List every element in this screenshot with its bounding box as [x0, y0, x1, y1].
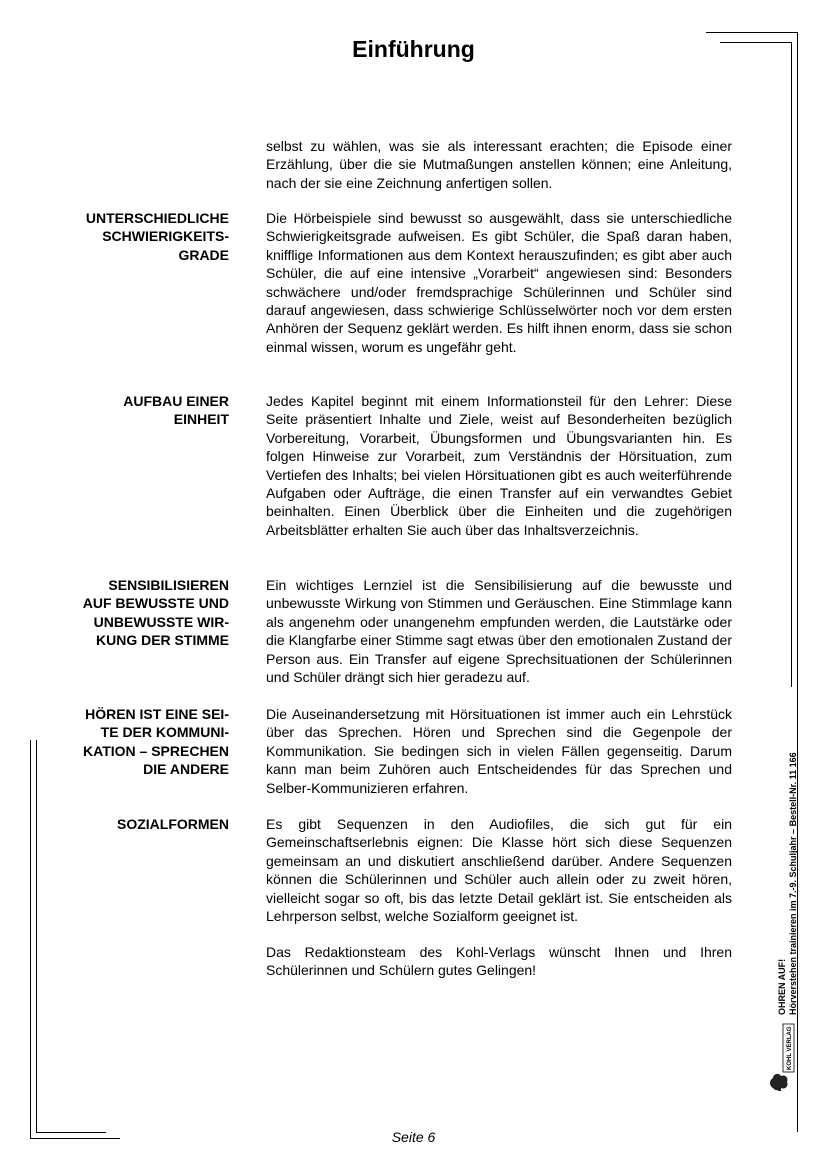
section-text: Es gibt Sequenzen in den Audiofiles, die sich gut für ein Gemeinschaftserlebnis eignen: Die Klasse hört sich diese Sequenzen gemeinsam an und diskutiert anschließend darüber. Andere Sequenzen können die Schülerinnen und Schüler auch allein oder zu zweit hören, vielleicht sogar so oft, bis das letzte Detail geklärt ist. Sie entscheiden als Lehrperson selbst, welche Sozialform geeignet ist.: [266, 816, 732, 925]
frame-right-vertical-2: [791, 42, 792, 687]
sidebar-book-info: Hörverstehen trainieren im 7.-9. Schuljahr – Bestell-Nr. 11 166: [788, 752, 798, 1015]
section-heading: SOZIALFORMEN: [117, 816, 229, 832]
page-title: Einführung: [352, 36, 475, 62]
section-heading: HÖREN IST EINE SEI- TE DER KOMMUNI- KATION – SPRECHEN DIE ANDERE: [83, 706, 229, 778]
section-heading: SENSIBILISIEREN AUF BEWUSSTE UND UNBEWUSSTE WIR- KUNG DER STIMME: [82, 577, 229, 649]
kohl-verlag-logo: [767, 1022, 797, 1092]
section-text: Ein wichtiges Lernziel ist die Sensibilisierung auf die bewusste und unbewusste Wirkung von Stimmen und Geräuschen. Eine Stimmlage kann als angenehm oder unangenehm empfunden werden, die Lautstärke oder die Klangfarbe einer Stimme sagt etwas über den emotionalen Zustand der Person aus. Ein Transfer auf eigene Sprechsituationen der Schülerinnen und Schüler drängt sich hier geradezu auf.: [266, 577, 732, 686]
page-number: Seite 6: [391, 1129, 436, 1145]
frame-top-right-line-1: [706, 32, 798, 33]
section-text: Die Hörbeispiele sind bewusst so ausgewählt, dass sie unterschiedliche Schwierigkeitsgrade aufweisen. Es gibt Schüler, die Spaß daran haben, knifflige Informationen aus dem Kontext herauszufinden; es gibt aber auch Schüler, die auf eine intensive „Vorarbeit“ angewiesen sind: Besonders schwächere und/oder fremdsprachige Schülerinnen und Schüler sind darauf angewiesen, dass schwierige Schlüsselwörter noch vor dem ersten Anhören der Sequenz geklärt werden. Es hilft ihnen enorm, dass sie schon einmal wissen, worum es ungefähr geht.: [266, 210, 732, 355]
section-heading: UNTERSCHIEDLICHE SCHWIERIGKEITS- GRADE: [85, 210, 229, 263]
section-text: Jedes Kapitel beginnt mit einem Informationsteil für den Lehrer: Diese Seite präsentiert Inhalte und Ziele, weist auf Besonderheiten bezüglich Vorbereitung, Vorarbeit, Übungsformen und Übungsvarianten hin. Es folgen Hinweise zur Vorarbeit, zum Verständnis der Hörsituation, zum Vertiefen des Inhalts; bei vielen Hörsituationen gibt es auch weiterführende Aufgaben oder Aufträge, die einen Transfer auf ein verwandtes Gebiet beinhalten. Einen Überblick über die Einheiten und die zugehörigen Arbeitsblätter erhalten Sie auch über das Inhaltsverzeichnis.: [266, 393, 732, 538]
frame-left-vertical-1: [30, 740, 31, 1139]
section-text: selbst zu wählen, was sie als interessant erachten; die Episode einer Erzählung, über die sie Mutmaßungen anstellen können; eine Anleitung, nach der sie eine Zeichnung anfertigen sollen.: [266, 138, 732, 191]
frame-left-vertical-2: [36, 740, 37, 1133]
section-text: Das Redaktionsteam des Kohl-Verlags wünscht Ihnen und Ihren Schülerinnen und Schülern gutes Gelingen!: [266, 944, 732, 979]
section-text: Die Auseinandersetzung mit Hörsituationen ist immer auch ein Lehrstück über das Sprechen. Hören und Sprechen sind die Gegenpole der Kommunikation. Sie bedingen sich in vielen Fällen gegenseitig. Darum kann man beim Zuhören auch Entscheidendes für das Sprechen und Selber-Kommunizieren erfahren.: [266, 706, 732, 796]
logo-text: KOHL VERLAG: [787, 1026, 793, 1070]
sidebar-series-title: OHREN AUF!: [777, 958, 787, 1015]
section-heading: AUFBAU EINER EINHEIT: [123, 393, 229, 428]
sidebar-publication-info: [777, 710, 799, 1015]
